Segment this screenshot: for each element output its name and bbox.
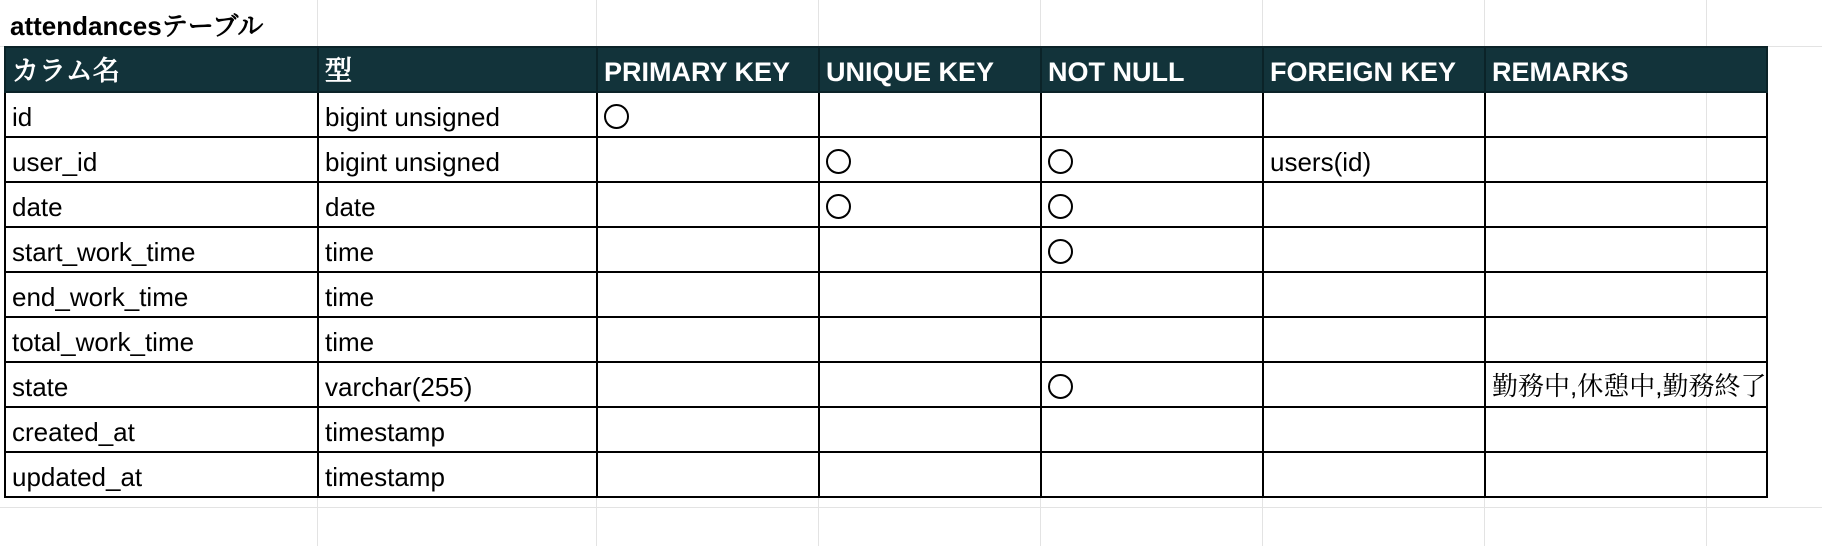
cell-column-name[interactable]: user_id (5, 137, 318, 182)
cell-remarks[interactable] (1485, 452, 1767, 497)
cell-foreign-key[interactable] (1263, 182, 1485, 227)
cell-type[interactable]: timestamp (318, 452, 597, 497)
header-remarks[interactable]: REMARKS (1485, 47, 1767, 92)
circle-mark-icon (1048, 374, 1073, 399)
circle-mark-icon (1048, 239, 1073, 264)
cell-unique-key[interactable] (819, 272, 1041, 317)
table-row (5, 317, 1767, 362)
cell-column-name[interactable]: date (5, 182, 318, 227)
cell-column-name[interactable]: total_work_time (5, 317, 318, 362)
cell-not-null[interactable] (1041, 452, 1263, 497)
cell-foreign-key[interactable] (1263, 317, 1485, 362)
cell-type[interactable]: bigint unsigned (318, 137, 597, 182)
table-row (5, 227, 1767, 272)
schema-table (4, 46, 1768, 498)
cell-column-name[interactable]: state (5, 362, 318, 407)
circle-mark-icon (1048, 194, 1073, 219)
cell-foreign-key[interactable] (1263, 227, 1485, 272)
cell-not-null[interactable] (1041, 317, 1263, 362)
cell-remarks[interactable] (1485, 137, 1767, 182)
cell-remarks[interactable] (1485, 317, 1767, 362)
cell-unique-key[interactable] (819, 227, 1041, 272)
cell-not-null[interactable] (1041, 137, 1263, 182)
cell-primary-key[interactable] (597, 272, 819, 317)
cell-primary-key[interactable] (597, 182, 819, 227)
cell-column-name[interactable]: updated_at (5, 452, 318, 497)
table-title[interactable]: attendancesテーブル (10, 11, 264, 41)
cell-column-name[interactable]: created_at (5, 407, 318, 452)
table-row (5, 452, 1767, 497)
circle-mark-icon (826, 194, 851, 219)
cell-not-null[interactable] (1041, 407, 1263, 452)
cell-not-null[interactable] (1041, 182, 1263, 227)
circle-mark-icon (604, 104, 629, 129)
cell-unique-key[interactable] (819, 182, 1041, 227)
cell-not-null[interactable] (1041, 227, 1263, 272)
gridline (0, 507, 1822, 508)
cell-type[interactable]: bigint unsigned (318, 92, 597, 137)
cell-unique-key[interactable] (819, 407, 1041, 452)
cell-type[interactable]: time (318, 227, 597, 272)
cell-foreign-key[interactable] (1263, 92, 1485, 137)
cell-type[interactable]: timestamp (318, 407, 597, 452)
cell-primary-key[interactable] (597, 407, 819, 452)
cell-foreign-key[interactable]: users(id) (1263, 137, 1485, 182)
cell-foreign-key[interactable] (1263, 407, 1485, 452)
header-not-null[interactable]: NOT NULL (1041, 47, 1263, 92)
cell-type[interactable]: date (318, 182, 597, 227)
table-row (5, 182, 1767, 227)
cell-foreign-key[interactable] (1263, 452, 1485, 497)
cell-remarks[interactable] (1485, 92, 1767, 137)
cell-column-name[interactable]: id (5, 92, 318, 137)
table-row (5, 407, 1767, 452)
cell-remarks[interactable] (1485, 272, 1767, 317)
cell-not-null[interactable] (1041, 92, 1263, 137)
cell-foreign-key[interactable] (1263, 272, 1485, 317)
cell-not-null[interactable] (1041, 272, 1263, 317)
cell-unique-key[interactable] (819, 92, 1041, 137)
cell-primary-key[interactable] (597, 362, 819, 407)
cell-primary-key[interactable] (597, 227, 819, 272)
cell-not-null[interactable] (1041, 362, 1263, 407)
header-column-name[interactable]: カラム名 (5, 47, 318, 92)
circle-mark-icon (1048, 149, 1073, 174)
schema-body (5, 92, 1767, 497)
header-type[interactable]: 型 (318, 47, 597, 92)
cell-primary-key[interactable] (597, 452, 819, 497)
cell-primary-key[interactable] (597, 137, 819, 182)
header-row (5, 47, 1767, 92)
cell-primary-key[interactable] (597, 92, 819, 137)
table-row (5, 272, 1767, 317)
header-primary-key[interactable]: PRIMARY KEY (597, 47, 819, 92)
cell-unique-key[interactable] (819, 317, 1041, 362)
table-row (5, 92, 1767, 137)
header-unique-key[interactable]: UNIQUE KEY (819, 47, 1041, 92)
cell-unique-key[interactable] (819, 452, 1041, 497)
cell-remarks[interactable] (1485, 227, 1767, 272)
cell-unique-key[interactable] (819, 137, 1041, 182)
cell-unique-key[interactable] (819, 362, 1041, 407)
table-row (5, 137, 1767, 182)
cell-remarks[interactable]: 勤務中,休憩中,勤務終了 (1485, 362, 1767, 407)
cell-remarks[interactable] (1485, 182, 1767, 227)
circle-mark-icon (826, 149, 851, 174)
cell-column-name[interactable]: start_work_time (5, 227, 318, 272)
cell-column-name[interactable]: end_work_time (5, 272, 318, 317)
cell-type[interactable]: time (318, 317, 597, 362)
cell-type[interactable]: varchar(255) (318, 362, 597, 407)
cell-foreign-key[interactable] (1263, 362, 1485, 407)
cell-remarks[interactable] (1485, 407, 1767, 452)
cell-primary-key[interactable] (597, 317, 819, 362)
header-foreign-key[interactable]: FOREIGN KEY (1263, 47, 1485, 92)
cell-type[interactable]: time (318, 272, 597, 317)
table-row (5, 362, 1767, 407)
